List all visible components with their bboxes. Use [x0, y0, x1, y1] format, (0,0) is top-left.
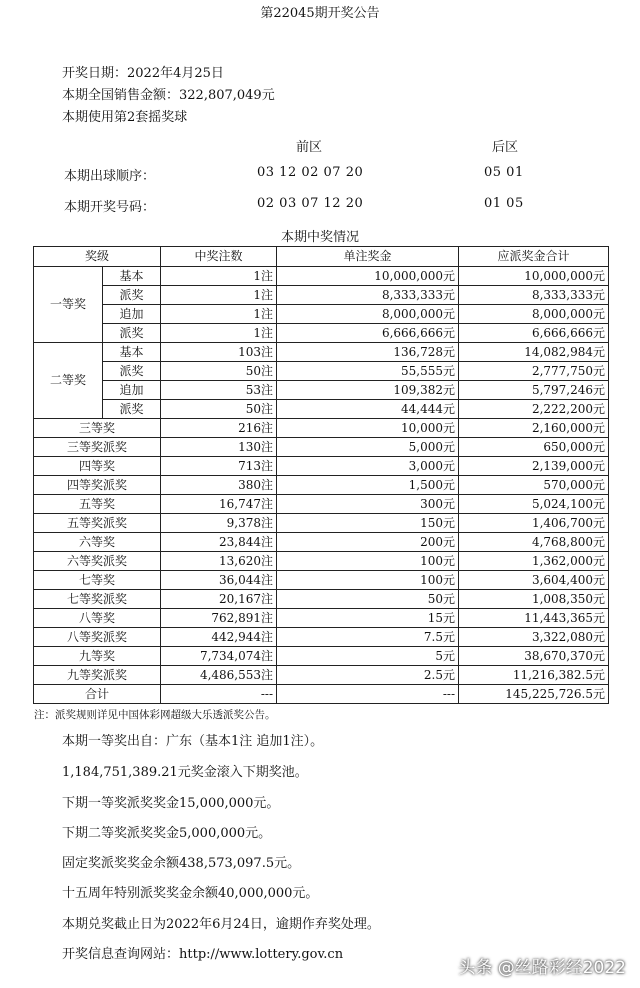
count-cell: 1注	[161, 324, 277, 343]
draw-order-back: 05 01	[484, 165, 524, 180]
prize-cell: 50元	[277, 590, 459, 609]
table-row	[34, 476, 609, 495]
prize-cell: 136,728元	[277, 343, 459, 362]
table-row	[34, 628, 609, 647]
table-row	[34, 324, 609, 343]
table-row	[34, 267, 609, 286]
count-cell: 4,486,553注	[161, 666, 277, 685]
sum-label: 合计	[34, 685, 161, 704]
total-cell: 650,000元	[459, 438, 609, 457]
sum-total: 145,225,726.5元	[459, 685, 609, 704]
total-cell: 2,222,200元	[459, 400, 609, 419]
section-title: 本期中奖情况	[280, 230, 359, 245]
level-name: 八等奖派奖	[34, 628, 161, 647]
prize-cell: 300元	[277, 495, 459, 514]
fixed-bonus-balance: 固定奖派奖奖金余额438,573,097.5元。	[62, 856, 301, 871]
prize-cell: 1,500元	[277, 476, 459, 495]
table-row	[34, 419, 609, 438]
prize-cell: 15元	[277, 609, 459, 628]
level-name: 五等奖派奖	[34, 514, 161, 533]
table-row	[34, 647, 609, 666]
count-cell: 50注	[161, 400, 277, 419]
total-cell: 14,082,984元	[459, 343, 609, 362]
total-cell: 3,604,400元	[459, 571, 609, 590]
total-cell: 5,024,100元	[459, 495, 609, 514]
prize-cell: 10,000,000元	[277, 267, 459, 286]
table-row	[34, 533, 609, 552]
sub-level: 基本	[103, 343, 161, 362]
header-prize: 单注奖金	[277, 247, 459, 267]
sub-level: 追加	[103, 305, 161, 324]
table-row	[34, 590, 609, 609]
table-row	[34, 343, 609, 362]
table-header-row	[34, 247, 609, 267]
table-row	[34, 666, 609, 685]
draw-order-label: 本期出球顺序：	[64, 169, 156, 184]
sub-level: 派奖	[103, 286, 161, 305]
result-front: 02 03 07 12 20	[257, 196, 364, 211]
level-name: 六等奖派奖	[34, 552, 161, 571]
count-cell: 762,891注	[161, 609, 277, 628]
total-cell: 6,666,666元	[459, 324, 609, 343]
count-cell: 442,944注	[161, 628, 277, 647]
count-cell: 713注	[161, 457, 277, 476]
prize-cell: 55,555元	[277, 362, 459, 381]
prize-cell: 150元	[277, 514, 459, 533]
sum-count: ---	[161, 685, 277, 704]
table-row	[34, 514, 609, 533]
sub-level: 派奖	[103, 400, 161, 419]
total-cell: 2,160,000元	[459, 419, 609, 438]
back-zone-label: 后区	[492, 140, 519, 155]
table-row	[34, 495, 609, 514]
level-name: 九等奖派奖	[34, 666, 161, 685]
table-row	[34, 571, 609, 590]
sum-prize: ---	[277, 685, 459, 704]
sub-level: 基本	[103, 267, 161, 286]
total-cell: 1,008,350元	[459, 590, 609, 609]
count-cell: 7,734,074注	[161, 647, 277, 666]
prize-cell: 5元	[277, 647, 459, 666]
count-cell: 380注	[161, 476, 277, 495]
prize-cell: 3,000元	[277, 457, 459, 476]
table-row	[34, 438, 609, 457]
level-name: 八等奖	[34, 609, 161, 628]
next-second-bonus: 下期二等奖派奖奖金5,000,000元。	[62, 826, 272, 841]
count-cell: 1注	[161, 286, 277, 305]
table-row	[34, 381, 609, 400]
total-cell: 8,000,000元	[459, 305, 609, 324]
draw-order-front: 03 12 02 07 20	[257, 165, 364, 180]
prize-cell: 200元	[277, 533, 459, 552]
count-cell: 13,620注	[161, 552, 277, 571]
count-cell: 23,844注	[161, 533, 277, 552]
second-prize-label: 二等奖	[34, 343, 103, 419]
table-row	[34, 552, 609, 571]
sub-level: 派奖	[103, 324, 161, 343]
next-first-bonus: 下期一等奖派奖奖金15,000,000元。	[62, 796, 280, 811]
prize-cell: 6,666,666元	[277, 324, 459, 343]
table-row	[34, 286, 609, 305]
footnote: 注：派奖规则详见中国体彩网超级大乐透派奖公告。	[34, 709, 276, 721]
ball-set: 本期使用第2套摇奖球	[62, 110, 188, 125]
prize-cell: 44,444元	[277, 400, 459, 419]
total-cell: 2,139,000元	[459, 457, 609, 476]
prize-cell: 8,333,333元	[277, 286, 459, 305]
sum-row	[34, 685, 609, 704]
result-back: 01 05	[484, 196, 524, 211]
level-name: 七等奖	[34, 571, 161, 590]
prize-cell: 100元	[277, 571, 459, 590]
level-name: 五等奖	[34, 495, 161, 514]
info-website: 开奖信息查询网站：http://www.lottery.gov.cn	[62, 947, 344, 962]
table-row	[34, 305, 609, 324]
prize-cell: 7.5元	[277, 628, 459, 647]
claim-deadline: 本期兑奖截止日为2022年6月24日，逾期作弃奖处理。	[62, 917, 380, 932]
count-cell: 1注	[161, 305, 277, 324]
total-cell: 2,777,750元	[459, 362, 609, 381]
level-name: 六等奖	[34, 533, 161, 552]
prize-cell: 109,382元	[277, 381, 459, 400]
sales-amount: 本期全国销售金额：322,807,049元	[62, 88, 275, 103]
header-count: 中奖注数	[161, 247, 277, 267]
prize-cell: 8,000,000元	[277, 305, 459, 324]
total-cell: 38,670,370元	[459, 647, 609, 666]
total-cell: 8,333,333元	[459, 286, 609, 305]
table-row	[34, 457, 609, 476]
total-cell: 1,406,700元	[459, 514, 609, 533]
prize-cell: 2.5元	[277, 666, 459, 685]
total-cell: 11,216,382.5元	[459, 666, 609, 685]
count-cell: 20,167注	[161, 590, 277, 609]
level-name: 四等奖	[34, 457, 161, 476]
total-cell: 1,362,000元	[459, 552, 609, 571]
prize-table	[33, 246, 609, 704]
draw-date: 开奖日期：2022年4月25日	[62, 66, 224, 81]
level-name: 三等奖派奖	[34, 438, 161, 457]
header-level: 奖级	[34, 247, 161, 267]
watermark: 头条 @丝路彩经2022	[458, 958, 626, 978]
count-cell: 36,044注	[161, 571, 277, 590]
table-row	[34, 400, 609, 419]
header-total: 应派奖金合计	[459, 247, 609, 267]
level-name: 七等奖派奖	[34, 590, 161, 609]
result-label: 本期开奖号码：	[64, 200, 156, 215]
page-title: 第22045期开奖公告	[260, 6, 380, 21]
count-cell: 130注	[161, 438, 277, 457]
count-cell: 53注	[161, 381, 277, 400]
count-cell: 1注	[161, 267, 277, 286]
total-cell: 10,000,000元	[459, 267, 609, 286]
table-row	[34, 362, 609, 381]
count-cell: 216注	[161, 419, 277, 438]
level-name: 九等奖	[34, 647, 161, 666]
count-cell: 9,378注	[161, 514, 277, 533]
jackpot-rollover: 1,184,751,389.21元奖金滚入下期奖池。	[62, 765, 308, 780]
total-cell: 5,797,246元	[459, 381, 609, 400]
level-name: 四等奖派奖	[34, 476, 161, 495]
sub-level: 追加	[103, 381, 161, 400]
total-cell: 11,443,365元	[459, 609, 609, 628]
prize-cell: 100元	[277, 552, 459, 571]
count-cell: 16,747注	[161, 495, 277, 514]
first-prize-origin: 本期一等奖出自：广东（基本1注 追加1注）。	[62, 734, 324, 749]
total-cell: 4,768,800元	[459, 533, 609, 552]
prize-cell: 10,000元	[277, 419, 459, 438]
prize-cell: 5,000元	[277, 438, 459, 457]
total-cell: 570,000元	[459, 476, 609, 495]
front-zone-label: 前区	[296, 140, 323, 155]
level-name: 三等奖	[34, 419, 161, 438]
first-prize-label: 一等奖	[34, 267, 103, 343]
count-cell: 50注	[161, 362, 277, 381]
sub-level: 派奖	[103, 362, 161, 381]
count-cell: 103注	[161, 343, 277, 362]
table-row	[34, 609, 609, 628]
total-cell: 3,322,080元	[459, 628, 609, 647]
anniversary-bonus-balance: 十五周年特别派奖奖金余额40,000,000元。	[62, 886, 319, 901]
